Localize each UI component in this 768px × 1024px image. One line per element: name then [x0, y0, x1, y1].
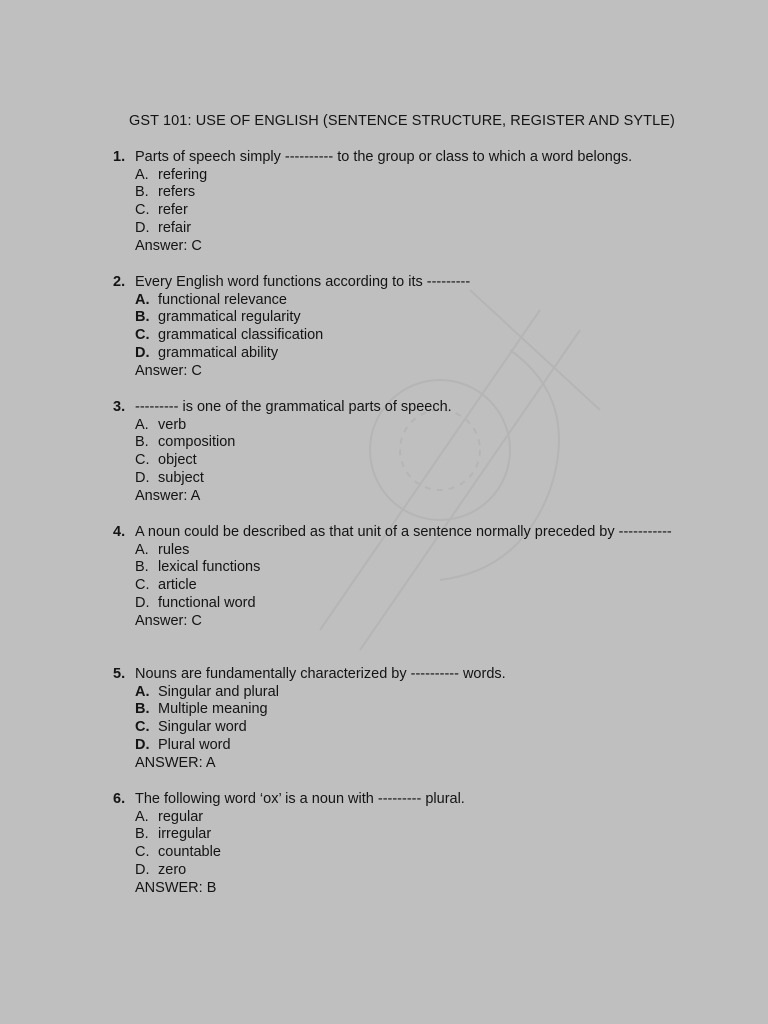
question-5	[113, 666, 693, 772]
answer-line: Answer: A	[135, 487, 201, 504]
option-list	[135, 292, 693, 363]
option-b	[135, 701, 693, 719]
option-c	[135, 202, 693, 220]
answer-line: ANSWER: B	[135, 879, 217, 896]
question-text: --------- is one of the grammatical parts of speech.	[135, 399, 452, 415]
option-text: grammatical regularity	[158, 309, 301, 326]
document-title: GST 101: USE OF ENGLISH (SENTENCE STRUCTURE, REGISTER AND SYTLE)	[129, 113, 675, 129]
question-stem	[113, 524, 693, 542]
option-letter: B.	[135, 309, 150, 326]
option-text: subject	[158, 469, 204, 486]
option-text: refair	[158, 219, 192, 236]
question-text: The following word ‘ox’ is a noun with --------- plural.	[135, 791, 465, 807]
option-letter: C.	[135, 202, 150, 219]
option-text: verb	[158, 416, 187, 433]
option-text: Singular and plural	[158, 683, 279, 700]
option-a	[135, 542, 693, 560]
option-letter: D.	[135, 219, 150, 236]
option-c	[135, 452, 693, 470]
option-text: refering	[158, 166, 208, 183]
option-text: composition	[158, 434, 236, 451]
option-a	[135, 167, 693, 185]
option-letter: C.	[135, 327, 150, 344]
option-text: Singular word	[158, 719, 247, 736]
option-a	[135, 417, 693, 435]
option-letter: C.	[135, 577, 150, 594]
option-c	[135, 844, 693, 862]
option-letter: B.	[135, 559, 149, 576]
question-number: 3.	[113, 399, 126, 415]
option-text: Multiple meaning	[158, 701, 268, 718]
option-text: countable	[158, 844, 221, 861]
option-text: lexical functions	[158, 559, 261, 576]
question-6	[113, 791, 693, 897]
option-d	[135, 220, 693, 238]
option-b	[135, 559, 693, 577]
option-text: grammatical ability	[158, 344, 279, 361]
option-text: refer	[158, 202, 188, 219]
question-text: A noun could be described as that unit of a sentence normally preceded by -----------	[135, 524, 672, 540]
option-text: rules	[158, 541, 190, 558]
question-stem	[113, 666, 693, 684]
option-letter: D.	[135, 594, 150, 611]
option-letter: A.	[135, 291, 150, 308]
option-text: Plural word	[158, 736, 231, 753]
option-d	[135, 737, 693, 755]
option-a	[135, 809, 693, 827]
option-letter: C.	[135, 452, 150, 469]
option-c	[135, 577, 693, 595]
question-1	[113, 149, 693, 255]
option-a	[135, 684, 693, 702]
option-letter: A.	[135, 808, 149, 825]
option-text: grammatical classification	[158, 327, 324, 344]
option-b	[135, 434, 693, 452]
option-d	[135, 862, 693, 880]
question-number: 4.	[113, 524, 126, 540]
question-number: 5.	[113, 666, 126, 682]
answer-line: Answer: C	[135, 612, 202, 629]
option-b	[135, 184, 693, 202]
option-list	[135, 684, 693, 755]
option-d	[135, 470, 693, 488]
option-text: functional relevance	[158, 291, 287, 308]
option-b	[135, 826, 693, 844]
option-c	[135, 327, 693, 345]
option-letter: A.	[135, 683, 150, 700]
option-letter: C.	[135, 844, 150, 861]
question-number: 1.	[113, 149, 126, 165]
option-letter: B.	[135, 701, 150, 718]
question-4	[113, 524, 693, 630]
option-c	[135, 719, 693, 737]
question-3	[113, 399, 693, 505]
option-text: irregular	[158, 826, 212, 843]
question-number: 2.	[113, 274, 126, 290]
question-stem	[113, 399, 693, 417]
question-text: Every English word functions according to its ---------	[135, 274, 471, 290]
option-letter: D.	[135, 861, 150, 878]
option-list	[135, 809, 693, 880]
question-stem	[113, 149, 693, 167]
option-list	[135, 167, 693, 238]
question-text: Nouns are fundamentally characterized by ---------- words.	[135, 666, 506, 682]
option-b	[135, 309, 693, 327]
question-2	[113, 274, 693, 380]
question-stem	[113, 274, 693, 292]
option-letter: D.	[135, 344, 150, 361]
option-text: object	[158, 452, 197, 469]
option-letter: A.	[135, 166, 149, 183]
option-text: refers	[158, 184, 196, 201]
option-letter: A.	[135, 416, 149, 433]
option-letter: D.	[135, 469, 150, 486]
option-letter: B.	[135, 826, 149, 843]
option-list	[135, 542, 693, 613]
option-text: functional word	[158, 594, 256, 611]
option-letter: B.	[135, 434, 149, 451]
option-letter: A.	[135, 541, 149, 558]
option-a	[135, 292, 693, 310]
question-stem	[113, 791, 693, 809]
option-d	[135, 345, 693, 363]
answer-line: Answer: C	[135, 237, 202, 254]
answer-line: Answer: C	[135, 362, 202, 379]
option-text: regular	[158, 808, 204, 825]
question-number: 6.	[113, 791, 126, 807]
option-letter: D.	[135, 736, 150, 753]
option-text: article	[158, 577, 197, 594]
answer-line: ANSWER: A	[135, 754, 216, 771]
option-text: zero	[158, 861, 187, 878]
question-text: Parts of speech simply ---------- to the group or class to which a word belongs.	[135, 149, 633, 165]
option-list	[135, 417, 693, 488]
option-d	[135, 595, 693, 613]
option-letter: B.	[135, 184, 149, 201]
option-letter: C.	[135, 719, 150, 736]
